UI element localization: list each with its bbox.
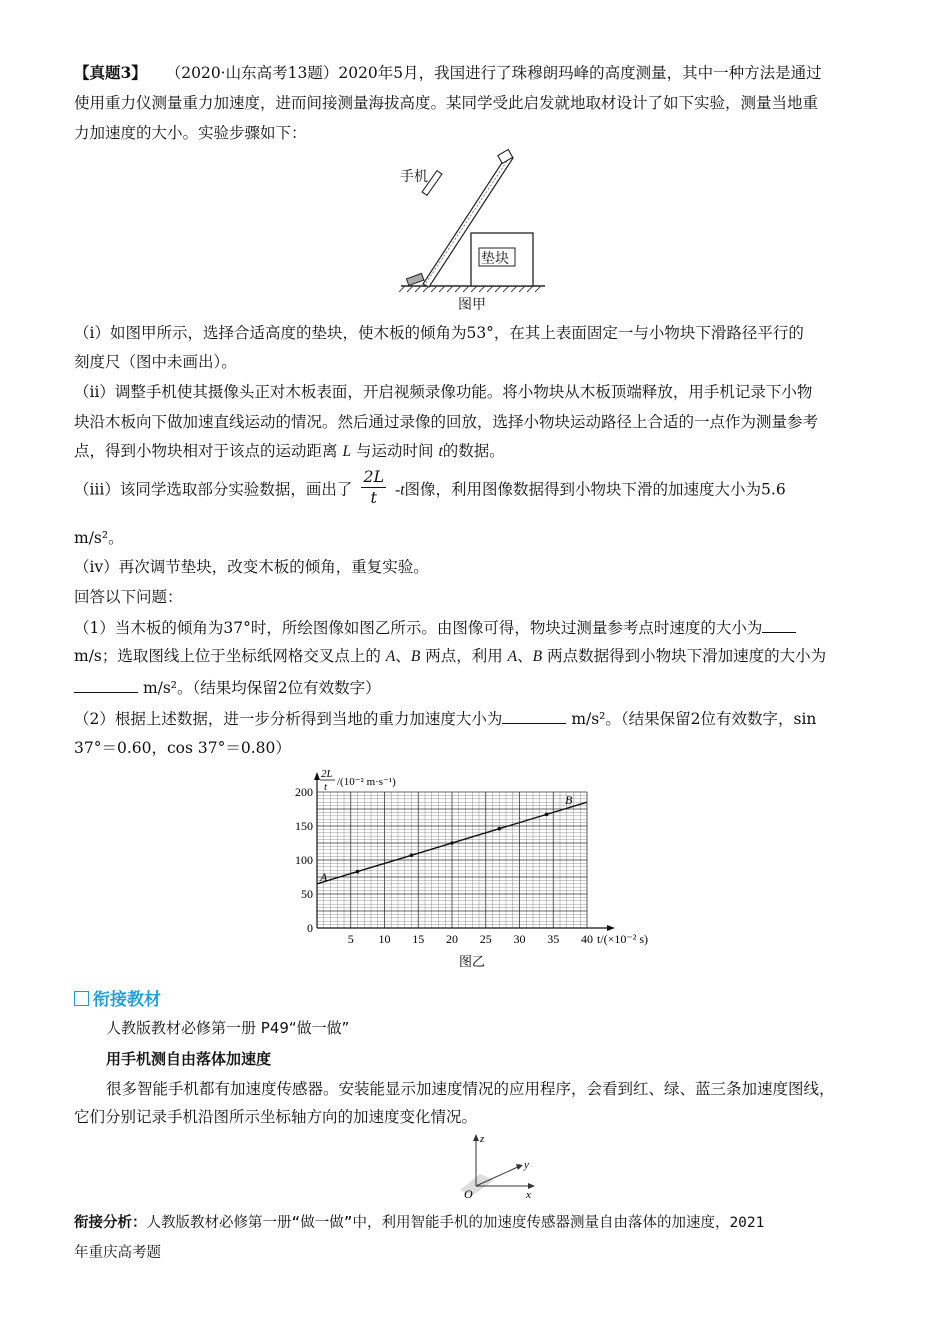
phone-label: 手机 <box>400 169 428 185</box>
data-point <box>356 870 360 874</box>
step-ii-line-1: （ⅱ）调整手机使其摄像头正对木板表面，开启视频录像功能。将小物块从木板顶端释放，用手机记录下小物 <box>74 383 813 401</box>
y-tick-label: 100 <box>295 853 313 867</box>
figure-b-caption: 图乙 <box>458 954 486 969</box>
data-point <box>497 827 501 831</box>
data-point <box>410 853 414 857</box>
figure-a-caption: 图甲 <box>458 297 486 313</box>
x-tick-label: 35 <box>547 932 560 946</box>
step-ii-line-2: 块沿木板向下做加速直线运动的情况。然后通过录像的回放，选择小物块运动路径上合适的一点作为测量参考 <box>74 413 819 431</box>
problem-heading <box>74 62 822 84</box>
y-label-numerator: 2L <box>321 768 333 780</box>
problem-source: （2020·山东高考13题） <box>165 64 339 82</box>
answer-blank-v0[interactable] <box>762 616 796 633</box>
bridge-title: 用手机测自由落体加速度 <box>106 1050 272 1068</box>
x-axis-label: t/(×10⁻² s) <box>597 932 649 946</box>
intro-line-3: 力加速度的大小。实验步骤如下： <box>74 124 307 142</box>
answer-blank-g[interactable] <box>502 707 566 724</box>
figure-b-chart <box>280 762 680 972</box>
axis-z-label: z <box>480 1133 485 1145</box>
point-b-label: B <box>565 793 573 808</box>
x-tick-label: 10 <box>378 932 391 946</box>
analysis-line-1: 衔接分析：人教版教材必修第一册“做一做”中，利用智能手机的加速度传感器测量自由落体的加速度，2021 <box>74 1215 765 1231</box>
q2-line-1: （2）根据上述数据，进一步分析得到当地的重力加速度大小为 m/s²。（结果保留2位有效数字，sin <box>74 707 816 730</box>
q2-line-2: 37°＝0.60，cos 37°＝0.80） <box>74 739 291 757</box>
y-label-denominator: t <box>324 781 328 793</box>
step-ii-line-3: 点，得到小物块相对于该点的运动距离 L 与运动时间 t的数据。 <box>74 442 505 460</box>
q1-line-1: （1）当木板的倾角为37°时，所绘图像如图乙所示。由图像可得，物块过测量参考点时速度的大小为 <box>74 616 796 639</box>
problem-tag: 【真题3】 <box>74 63 147 82</box>
q1-line-3: m/s²。（结果均保留2位有效数字） <box>74 676 381 699</box>
bridge-heading: 衔接教材 <box>74 985 161 1010</box>
x-tick-label: 5 <box>347 932 354 946</box>
origin-label: O <box>464 1187 473 1201</box>
bridge-body-2: 它们分别记录手机沿图所示坐标轴方向的加速度变化情况。 <box>74 1108 478 1126</box>
y-tick-label: 50 <box>301 887 313 901</box>
x-tick-label: 40 <box>581 932 593 946</box>
axis-x-label: x <box>526 1189 531 1201</box>
intro-line-1: 2020年5月，我国进行了珠穆朗玛峰的高度测量，其中一种方法是通过 <box>338 64 822 82</box>
step-iv: （ⅳ）再次调节垫块，改变木板的倾角，重复实验。 <box>74 558 429 576</box>
x-tick-label: 15 <box>412 932 425 946</box>
questions-prompt: 回答以下问题： <box>74 588 183 606</box>
y-tick-label: 150 <box>295 819 313 833</box>
x-axis-arrow <box>607 925 615 931</box>
checkbox-icon <box>74 991 89 1006</box>
step-iii-line-1: （ⅲ）该同学选取部分实验数据，画出了 $\frac{2L}{t}$ -t图像，利用图像数据得到小物块下滑的加速度大小为5.6 <box>74 467 786 507</box>
x-tick-label: 20 <box>446 932 458 946</box>
axis-y-label: y <box>524 1159 529 1171</box>
block-label: 垫块 <box>481 251 509 267</box>
x-tick-label: 30 <box>513 932 526 946</box>
bridge-body-1: 很多智能手机都有加速度传感器。安装能显示加速度情况的应用程序，会看到红、绿、蓝三条加速度图线， <box>106 1080 835 1098</box>
y-tick-label: 200 <box>295 785 313 799</box>
step-i-line-2: 刻度尺（图中未画出）。 <box>74 353 237 371</box>
step-iii-unit: m/s²。 <box>74 529 124 547</box>
y-axis-arrow <box>314 772 320 780</box>
x-tick-label: 25 <box>479 932 492 946</box>
step-i-line-1: （ⅰ）如图甲所示，选择合适高度的垫块，使木板的倾角为53°，在其上表面固定一与小物块下滑路径平行的 <box>74 324 804 342</box>
fraction-2L-over-t: $\frac{2L}{t}$ <box>363 467 385 507</box>
intro-line-2: 使用重力仪测量重力加速度，进而间接测量海拔高度。某同学受此启发就地取材设计了如下实验，测量当地重 <box>74 94 819 112</box>
point-a-label: A <box>320 869 328 884</box>
q1-line-2: m/s；选取图线上位于坐标纸网格交叉点上的 A、B 两点，利用 A、B 两点数据得到小物块下滑加速度的大小为 <box>74 647 827 665</box>
y-label-unit: /(10⁻² m·s⁻¹) <box>337 776 396 788</box>
y-tick-label: 0 <box>307 921 313 935</box>
phone-axes-figure <box>440 1130 550 1202</box>
data-point <box>450 841 454 845</box>
bridge-ref: 人教版教材必修第一册 P49“做一做” <box>106 1019 350 1037</box>
answer-blank-a[interactable] <box>74 676 138 693</box>
data-point <box>545 813 549 817</box>
analysis-line-2: 年重庆高考题 <box>74 1245 161 1261</box>
